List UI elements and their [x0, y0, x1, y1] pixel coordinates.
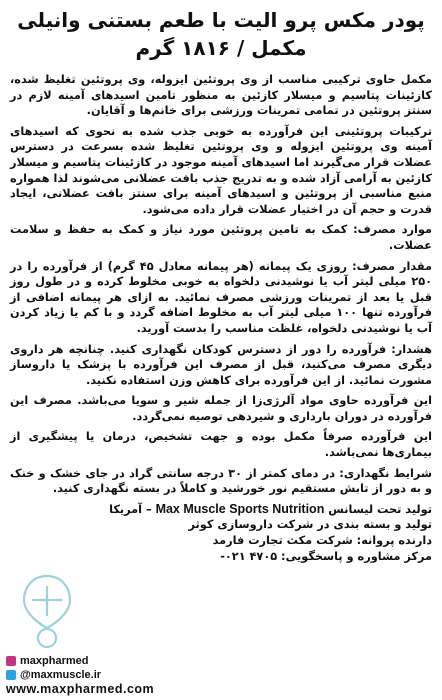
brand-country: – آمریکا	[109, 502, 152, 516]
instagram-icon	[6, 656, 16, 666]
disclaimer-paragraph: این فرآورده صرفاً مکمل بوده و جهت تشخیص، درمان یا پیشگیری از بیماری‌ها نمی‌باشد.	[10, 430, 432, 460]
producer-line-3: مرکز مشاوره و پاسخگویی: ۴۷۰۵ ۰۲۱-	[220, 549, 432, 563]
usage-paragraph: موارد مصرف: کمک به تامین پروتئین مورد نیاز و کمک به حفظ و سلامت عضلات.	[10, 223, 432, 252]
watermark-logo-icon	[2, 566, 92, 656]
brand-name: Max Muscle Sports Nutrition	[155, 501, 325, 516]
product-title	[0, 6, 442, 62]
producer-line-2: دارنده پروانه: شرکت مکث تجارت فارمد	[212, 534, 432, 548]
warning-paragraph: هشدار: فرآورده را دور از دسترس کودکان نگهداری کنید. چنانچه هر داروی دیگری مصرف می‌کنید، قبل از مصرف این فرآورده با پزشک یا داروساز مشورت نمائید. از این فرآورده برای کاهش وزن استفاده نکنید.	[10, 342, 432, 387]
website-link[interactable]: www.maxpharmed.com	[6, 682, 155, 696]
allergen-paragraph: این فرآورده حاوی مواد آلرژی‌زا از جمله شیر و سویا می‌باشد. مصرف این فرآورده در دوران بارداری و شیردهی توصیه نمی‌گردد.	[10, 394, 432, 423]
title-line-2: مکمل / ۱۸۱۶ گرم	[135, 36, 307, 60]
telegram-handle: @maxmuscle.ir	[20, 669, 102, 681]
contact-footer	[6, 654, 306, 696]
instagram-handle: maxpharmed	[20, 655, 89, 667]
license-prefix: تولید تحت لیسانس	[328, 502, 432, 516]
storage-paragraph: شرایط نگهداری: در دمای کمتر از ۳۰ درجه سانتی گراد در جای خشک و خنک و به دور از تابش مستقیم نور خورشید و کاملاً در بسته نگهداری کنید.	[10, 466, 432, 496]
license-line	[10, 502, 432, 518]
telegram-icon	[6, 670, 16, 680]
dosage-paragraph: مقدار مصرف: روزی یک پیمانه (هر پیمانه معادل ۴۵ گرم) از فرآورده را در ۲۵۰ میلی لیتر آب یا نوشیدنی دلخواه به خوبی مخلوط کرده و در طول روز قبل یا بعد از تمرینات ورزشی مصرف نمائید. به ازای هر پیمانه اضافی از فرآورده تنها ۱۰۰ میلی لیتر آب به مخلوط اضافه گردد و با کم یا زیاد کردن آب یا نوشیدنی دلخواه، غلظت مناسب را بدست آورید.	[10, 259, 433, 335]
telegram-row[interactable]	[6, 668, 306, 682]
instagram-row[interactable]	[6, 654, 306, 668]
title-line-1: پودر مکس پرو الیت با طعم بستنی وانیلی	[17, 8, 425, 32]
description-paragraph: مکمل حاوی ترکیبی مناسب از وی پروتئین ایزوله، وی پروتئین تغلیظ شده، کازئینات پتاسیم و میسلار کازئین به منظور تامین اسیدهای آمینه لازم در سنتز پروتئین در تمامی تمرینات ورزشی برای خانم‌ها و آقایان.	[10, 73, 432, 118]
document-body	[10, 72, 432, 564]
producer-line-1: تولید و بسته بندی در شرکت داروسازی کوثر	[188, 518, 432, 532]
absorption-paragraph: ترکیبات پروتئینی این فرآورده به خوبی جذب شده به نحوی که اسیدهای آمینه وی پروتئین ایزوله و وی پروتئین تغلیظ شده بسرعت در دسترس عضلات قرار می‌گیرند اما اسیدهای آمینه موجود در کازئینات پتاسیم و میسلار کازئین به آرامی آزاد شده و به تدریج جذب بافت عضلانی می‌شوند لذا همواره منبع مناسبی از پروتئین و اسیدهای آمینه برای سنتز بافت عضلانی، ایجاد قدرت و حجم آن در اختیار عضلات قرار داده می‌شود.	[10, 124, 432, 216]
